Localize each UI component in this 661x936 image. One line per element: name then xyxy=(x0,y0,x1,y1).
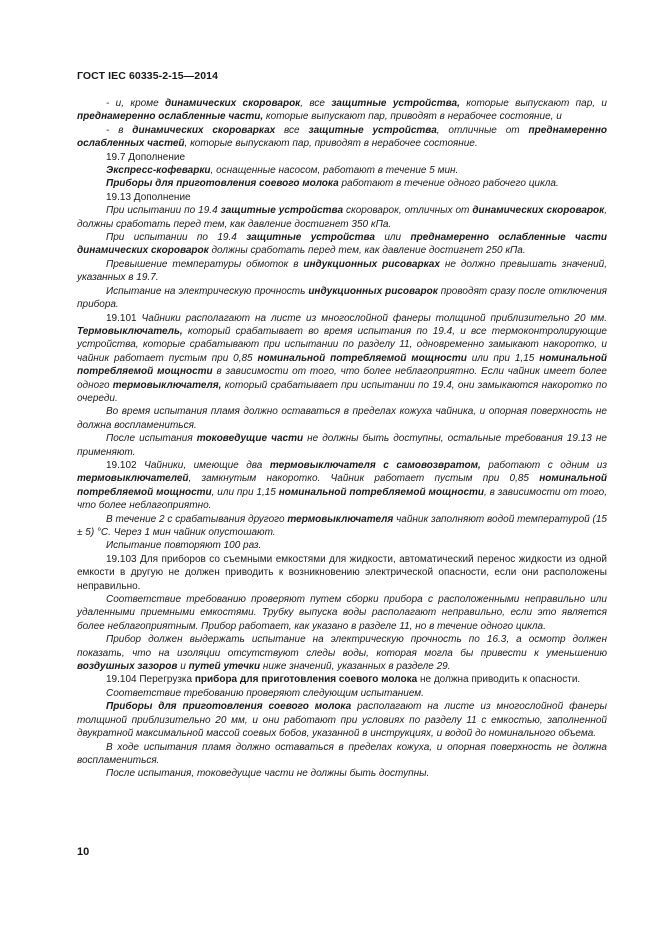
paragraph xyxy=(77,191,607,204)
text-run: , в зависимости от того, что более неблагоприятно. xyxy=(77,486,607,512)
text-run: - в xyxy=(106,124,133,136)
text-run: или xyxy=(374,232,411,244)
text-run: преднамеренно ослабленных частей xyxy=(77,124,607,150)
paragraph xyxy=(77,231,607,258)
text-run: защитные устройства xyxy=(246,232,375,244)
paragraph xyxy=(77,673,607,686)
text-run: Приборы для приготовления соевого молока xyxy=(106,178,339,190)
text-run: или при 1,15 xyxy=(466,352,540,364)
text-run: Превышение температуры обмоток в xyxy=(106,258,304,270)
paragraph xyxy=(77,539,607,552)
text-run: номинальной потребляемой мощности xyxy=(77,473,607,498)
text-run: защитные устройства xyxy=(220,205,344,217)
text-run: При испытании по 19.4 xyxy=(106,232,247,244)
text-run: Экспресс-кофеварки xyxy=(106,165,211,177)
text-run: номинальной потребляемой мощности xyxy=(257,352,467,364)
text-run: 19.103 Для приборов со съемными емкостями для жидкости, автоматический перенос жидкости из одной емкости в другую не должен приводить к возникновению электрической опасности, если они расположены неправильно. xyxy=(77,553,607,592)
text-run: все xyxy=(275,124,309,136)
text-run: проводят сразу после отключения прибора. xyxy=(77,285,607,311)
text-run: должны сработать перед тем, как давление достигнет 250 кПа. xyxy=(208,245,526,257)
text-run: термовыключателя xyxy=(287,513,394,525)
text-run: Чайники, имеющие два xyxy=(144,459,270,471)
text-run: Испытание на электрическую прочность xyxy=(106,285,309,297)
page-number: 10 xyxy=(77,846,90,858)
text-run: располагают на листе из многослойной фанеры толщиной приблизительно 20 мм, и они работают при условиях по разделу 11 с емкостью, заполненной двукратной максимальной массой соевых бобов, указанной в инструкциях, и водой до номинального объема. xyxy=(77,701,607,740)
text-run: При испытании по 19.4 xyxy=(106,205,221,217)
paragraph xyxy=(77,459,607,513)
text-run: чайник заполняют водой температурой (15 ± 5) °С. Через 1 мин чайник опустошают. xyxy=(77,513,607,538)
text-run: не должно превышать значений, указанных в 19.7. xyxy=(77,258,607,284)
text-run: защитные устройства, xyxy=(331,98,460,109)
text-run: термовыключателя с самовозвратом, xyxy=(269,459,481,471)
paragraph xyxy=(77,633,607,673)
paragraph xyxy=(77,741,607,768)
text-run: , замкнутым накоротко. Чайник работает пустым при 0,85 xyxy=(188,473,540,485)
text-run: преднамеренно ослабленные части, xyxy=(77,111,264,123)
text-run: 19.13 Дополнение xyxy=(106,191,191,203)
text-run: 19.104 Перегрузка xyxy=(106,674,195,686)
text-run: динамических скороварках xyxy=(132,124,276,136)
paragraph xyxy=(77,204,607,231)
paragraph xyxy=(77,513,607,540)
text-run: путей утечки xyxy=(188,661,261,673)
text-run: динамических скороварок xyxy=(164,98,301,109)
text-run: , или при 1,15 xyxy=(211,486,279,498)
paragraph xyxy=(77,164,607,177)
text-run: воздушных зазоров xyxy=(77,661,178,673)
text-run: В течение 2 с срабатывания другого xyxy=(106,513,288,525)
text-run: Соответствие требованию проверяют следующим испытанием. xyxy=(106,687,424,699)
text-run: термовыключателей xyxy=(77,473,189,485)
paragraph xyxy=(77,700,607,740)
text-run: термовыключателя, xyxy=(112,379,222,391)
paragraph xyxy=(77,258,607,285)
text-run: не должна приводить к опасности. xyxy=(417,674,581,686)
text-run: номинальной потребляемой мощности xyxy=(278,486,485,498)
paragraph xyxy=(77,432,607,459)
text-run: Чайники располагают на листе из многослойной фанеры толщиной приблизительно 20 мм. xyxy=(141,312,607,324)
text-run: работают в течение одного рабочего цикла. xyxy=(338,178,559,190)
text-run: Приборы для приготовления соевого молока xyxy=(106,701,352,713)
paragraph xyxy=(77,687,607,700)
text-run: которые выпускают пар, и xyxy=(459,98,607,109)
text-run: , должны сработать перед тем, как давление достигнет 350 кПа. xyxy=(77,205,608,230)
text-run: динамических скороварок xyxy=(472,205,605,217)
text-run: , отличные от xyxy=(436,124,529,136)
text-run: преднамеренно ослабленные части динамических скороварок xyxy=(77,232,608,257)
paragraph xyxy=(77,312,607,406)
document-body xyxy=(77,97,607,781)
text-run: 19.102 xyxy=(106,459,145,471)
text-run: индукционных рисоварок xyxy=(308,285,438,297)
text-run: который срабатывает при испытании по 19.4, они замыкаются накоротко по очереди. xyxy=(77,379,608,404)
paragraph xyxy=(77,767,607,780)
text-run: и xyxy=(177,661,189,673)
text-run: В ходе испытания пламя должно оставаться в пределах кожуха, и опорная поверхность не должна воспламениться. xyxy=(77,741,607,766)
text-run: скороварок, отличных от xyxy=(343,205,473,217)
text-run: Испытание повторяют 100 раз. xyxy=(106,540,262,552)
text-run: не должны быть доступны, остальные требования 19.13 не применяют. xyxy=(77,433,607,458)
paragraph xyxy=(77,553,607,593)
text-run: номинальной потребляемой мощности xyxy=(77,352,607,378)
paragraph xyxy=(77,151,607,164)
text-run: в зависимости от того, что более неблагоприятно. Если чайник имеет более одного xyxy=(77,366,607,391)
text-run: - и, кроме xyxy=(106,98,165,109)
standard-header: ГОСТ IEC 60335-2-15—2014 xyxy=(77,70,219,82)
text-run: которые выпускают пар, приводят в нерабочее состояние, и xyxy=(263,111,562,123)
text-run: токоведущие части xyxy=(196,433,304,445)
paragraph xyxy=(77,593,607,633)
text-run: , которые выпускают пар, приводят в нерабочее состояние. xyxy=(184,138,478,150)
paragraph xyxy=(77,124,607,151)
text-run: Термовыключатель, xyxy=(77,325,183,337)
paragraph xyxy=(77,97,607,124)
text-run: , оснащенные насосом, работают в течение 5 мин. xyxy=(210,165,459,177)
paragraph xyxy=(77,405,607,432)
text-run: который срабатывает во время испытания по 19.4, и все термоконтролирующие устройства, которые срабатывают при испытании по разделу 11, одновременно замыкают накоротко, и чайник работает пустым при 0,85 xyxy=(77,325,607,364)
text-run: защитные устройства xyxy=(308,124,437,136)
text-run: индукционных рисоварках xyxy=(303,258,440,270)
paragraph xyxy=(77,285,607,312)
text-run: Прибор должен выдержать испытание на электрическую прочность по 16.3, а осмотр должен показать, что на изоляции отсутствуют следы воды, которая могла бы привести к уменьшению xyxy=(77,634,607,659)
text-run: Соответствие требованию проверяют путем сборки прибора с расположенными неправильно или удаленными приемными емкостями. Трубку выпуска воды располагают неправильно, если это является более неблагоприятным. Прибор работает, как указано в разделе 11, но в течение одного цикла. xyxy=(77,594,607,632)
text-run: 19.7 Дополнение xyxy=(106,151,186,163)
text-run: , все xyxy=(300,98,332,109)
text-run: прибора для приготовления соевого молока xyxy=(194,674,418,686)
text-run: Во время испытания пламя должно оставаться в пределах кожуха чайника, и опорная поверхность не должна воспламениться. xyxy=(77,406,607,431)
text-run: ниже значений, указанных в разделе 29. xyxy=(260,661,451,673)
text-run: 19.101 xyxy=(106,312,142,324)
text-run: После испытания, токоведущие части не должны быть доступны. xyxy=(106,768,430,780)
text-run: После испытания xyxy=(106,433,197,445)
paragraph xyxy=(77,177,607,190)
text-run: работают с одним из xyxy=(480,459,607,471)
